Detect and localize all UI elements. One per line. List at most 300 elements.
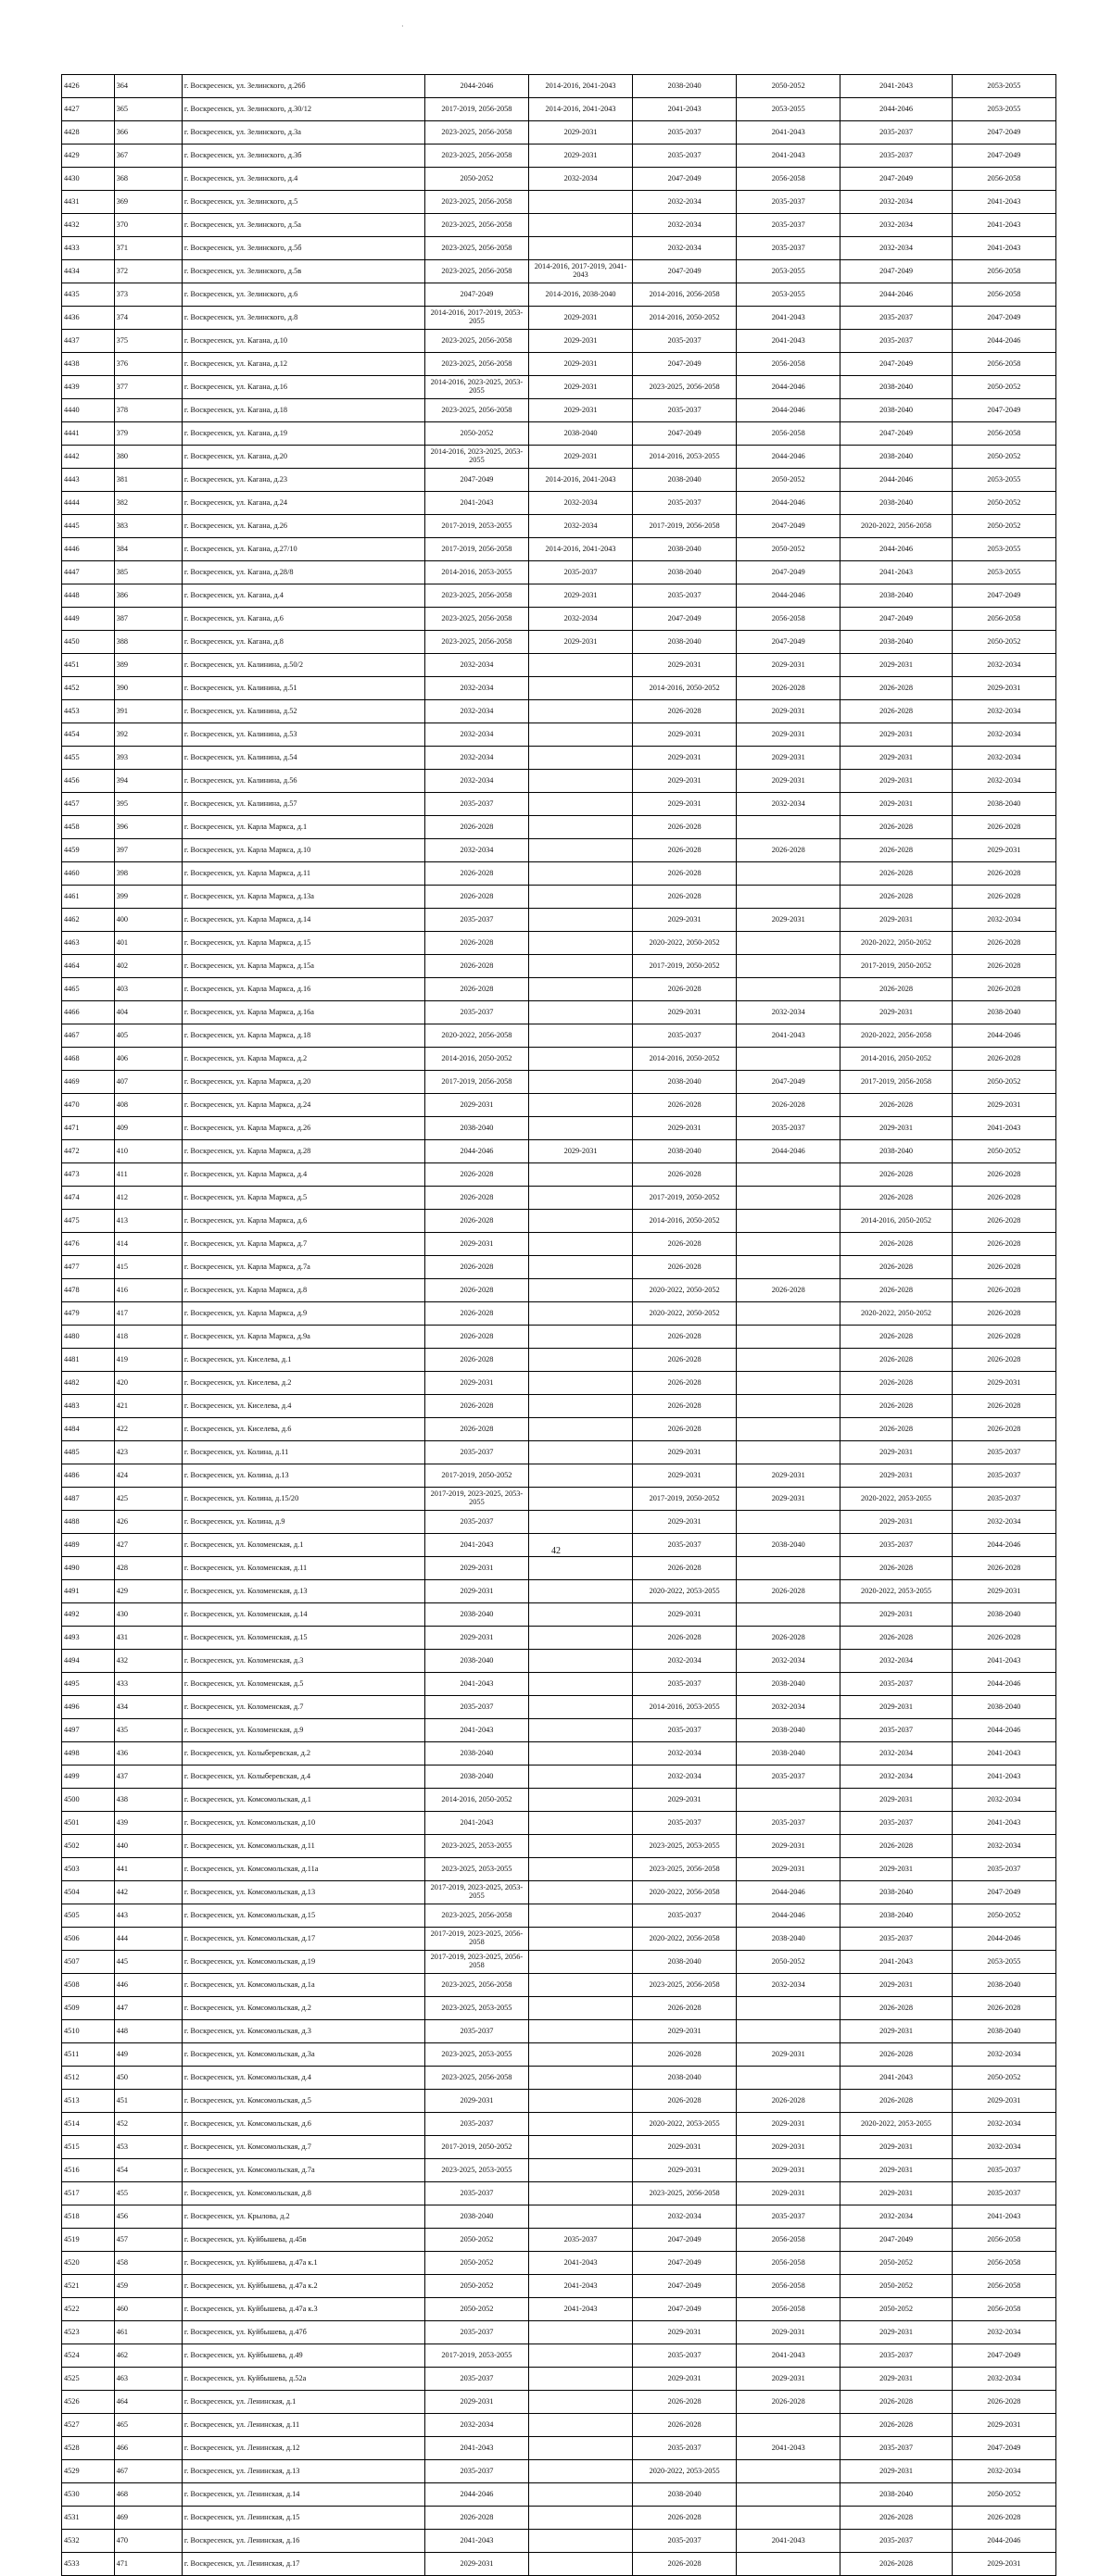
house-number-cell: 450 [114,2067,182,2090]
table-row [62,2159,1056,2182]
row-number-cell: 4456 [62,770,115,793]
period-cell: 2047-2049 [840,608,953,631]
period-cell [737,1789,840,1812]
row-number-cell: 4453 [62,700,115,723]
period-cell: 2050-2052 [424,168,528,191]
house-number-cell: 379 [114,422,182,446]
period-cell: 2026-2028 [840,1094,953,1117]
table-row [62,353,1056,376]
table-row [62,2182,1056,2205]
period-cell: 2035-2037 [633,1534,737,1557]
address-cell: г. Воскресенск, ул. Комсомольская, д.17 [182,1928,424,1951]
period-cell: 2029-2031 [840,2368,953,2391]
table-row [62,1488,1056,1511]
house-number-cell: 449 [114,2043,182,2067]
row-number-cell: 4531 [62,2507,115,2530]
page-top-mark: · [401,22,404,31]
period-cell: 2044-2046 [840,469,953,492]
period-cell: 2026-2028 [424,1279,528,1302]
period-cell: 2026-2028 [737,2391,840,2414]
period-cell: 2029-2031 [840,1858,953,1881]
period-cell [528,2507,632,2530]
period-cell: 2029-2031 [424,1557,528,1580]
period-cell: 2026-2028 [424,1210,528,1233]
address-cell: г. Воскресенск, ул. Зелинского, д.30/12 [182,98,424,121]
table-row [62,816,1056,839]
period-cell: 2038-2040 [424,1766,528,1789]
period-cell: 2035-2037 [424,2368,528,2391]
house-number-cell: 417 [114,1302,182,1326]
house-number-cell: 469 [114,2507,182,2530]
period-cell: 2056-2058 [952,2229,1055,2252]
period-cell [528,1835,632,1858]
address-cell: г. Воскресенск, ул. Ленинская, д.15 [182,2507,424,2530]
table-row [62,1279,1056,1302]
period-cell: 2050-2052 [424,2229,528,2252]
period-cell: 2017-2019, 2056-2058 [424,1071,528,1094]
table-row [62,909,1056,932]
house-number-cell: 368 [114,168,182,191]
period-cell: 2017-2019, 2023-2025, 2056-2058 [424,1928,528,1951]
row-number-cell: 4493 [62,1627,115,1650]
address-cell: г. Воскресенск, ул. Карла Маркса, д.7 [182,1233,424,1256]
period-cell [737,978,840,1001]
address-cell: г. Воскресенск, ул. Карла Маркса, д.26 [182,1117,424,1140]
period-cell: 2014-2016, 2053-2055 [424,561,528,584]
period-cell: 2050-2052 [840,2298,953,2321]
period-cell: 2050-2052 [737,1951,840,1974]
period-cell: 2056-2058 [952,353,1055,376]
period-cell: 2026-2028 [840,1372,953,1395]
period-cell: 2044-2046 [952,1719,1055,1742]
period-cell: 2035-2037 [840,1534,953,1557]
house-number-cell: 420 [114,1372,182,1395]
table-row [62,1603,1056,1627]
period-cell: 2014-2016, 2041-2043 [528,98,632,121]
period-cell [737,1326,840,1349]
page-number: 42 [551,1546,561,1556]
house-number-cell: 421 [114,1395,182,1418]
address-cell: г. Воскресенск, ул. Комсомольская, д.3 [182,2020,424,2043]
period-cell: 2041-2043 [840,561,953,584]
period-cell: 2026-2028 [633,2090,737,2113]
period-cell: 2014-2016, 2050-2052 [424,1789,528,1812]
row-number-cell: 4477 [62,1256,115,1279]
address-cell: г. Воскресенск, ул. Калинина, д.57 [182,793,424,816]
table-row [62,1117,1056,1140]
period-cell [528,1187,632,1210]
period-cell [528,2136,632,2159]
period-cell: 2041-2043 [424,2437,528,2460]
house-number-cell: 457 [114,2229,182,2252]
address-cell: г. Воскресенск, ул. Ленинская, д.12 [182,2437,424,2460]
period-cell: 2050-2052 [952,631,1055,654]
period-cell: 2056-2058 [737,2275,840,2298]
house-number-cell: 435 [114,1719,182,1742]
table-row [62,955,1056,978]
address-cell: г. Воскресенск, ул. Зелинского, д.5в [182,260,424,283]
period-cell [528,1163,632,1187]
row-number-cell: 4472 [62,1140,115,1163]
address-cell: г. Воскресенск, ул. Комсомольская, д.19 [182,1951,424,1974]
period-cell: 2032-2034 [528,515,632,538]
period-cell [737,1187,840,1210]
period-cell [528,1464,632,1488]
table-row [62,1048,1056,1071]
period-cell [528,1071,632,1094]
address-cell: г. Воскресенск, ул. Комсомольская, д.5 [182,2090,424,2113]
period-cell: 2041-2043 [737,121,840,145]
period-cell: 2032-2034 [528,608,632,631]
table-row [62,1302,1056,1326]
period-cell [528,2182,632,2205]
period-cell: 2029-2031 [952,2090,1055,2113]
period-cell: 2026-2028 [424,1326,528,1349]
row-number-cell: 4497 [62,1719,115,1742]
period-cell: 2026-2028 [840,1627,953,1650]
house-number-cell: 418 [114,1326,182,1349]
address-cell: г. Воскресенск, ул. Колина, д.13 [182,1464,424,1488]
period-cell: 2026-2028 [840,1279,953,1302]
period-cell [737,1349,840,1372]
period-cell: 2029-2031 [737,2136,840,2159]
period-cell: 2050-2052 [424,2298,528,2321]
period-cell: 2032-2034 [952,770,1055,793]
house-number-cell: 452 [114,2113,182,2136]
period-cell: 2029-2031 [633,723,737,747]
period-cell: 2026-2028 [840,1997,953,2020]
period-cell: 2029-2031 [737,909,840,932]
address-cell: г. Воскресенск, ул. Кагана, д.28/8 [182,561,424,584]
period-cell: 2026-2028 [424,1163,528,1187]
period-cell: 2026-2028 [952,816,1055,839]
house-number-cell: 419 [114,1349,182,1372]
period-cell: 2035-2037 [633,1673,737,1696]
period-cell: 2029-2031 [737,1858,840,1881]
period-cell: 2029-2031 [633,1117,737,1140]
period-cell: 2014-2016, 2056-2058 [633,283,737,307]
row-number-cell: 4449 [62,608,115,631]
table-row [62,214,1056,237]
house-number-cell: 392 [114,723,182,747]
period-cell: 2026-2028 [633,1372,737,1395]
address-cell: г. Воскресенск, ул. Калинина, д.53 [182,723,424,747]
period-cell: 2032-2034 [737,1974,840,1997]
period-cell [737,1210,840,1233]
period-cell: 2041-2043 [737,1024,840,1048]
period-cell: 2017-2019, 2056-2058 [840,1071,953,1094]
period-cell: 2026-2028 [737,1279,840,1302]
row-number-cell: 4488 [62,1511,115,1534]
period-cell [528,2159,632,2182]
period-cell: 2017-2019, 2050-2052 [424,2136,528,2159]
house-number-cell: 387 [114,608,182,631]
table-row [62,1719,1056,1742]
period-cell: 2026-2028 [633,1557,737,1580]
table-row [62,2507,1056,2530]
period-cell: 2035-2037 [737,1812,840,1835]
row-number-cell: 4511 [62,2043,115,2067]
period-cell: 2026-2028 [424,1302,528,1326]
period-cell: 2029-2031 [737,1488,840,1511]
address-cell: г. Воскресенск, ул. Комсомольская, д.7 [182,2136,424,2159]
period-cell: 2038-2040 [840,492,953,515]
row-number-cell: 4466 [62,1001,115,1024]
period-cell: 2026-2028 [840,1349,953,1372]
house-number-cell: 440 [114,1835,182,1858]
period-cell: 2020-2022, 2050-2052 [840,1302,953,1326]
period-cell: 2056-2058 [737,422,840,446]
row-number-cell: 4474 [62,1187,115,1210]
table-row [62,2437,1056,2460]
period-cell [528,1418,632,1441]
row-number-cell: 4517 [62,2182,115,2205]
row-number-cell: 4503 [62,1858,115,1881]
period-cell: 2017-2019, 2053-2055 [424,515,528,538]
house-number-cell: 439 [114,1812,182,1835]
row-number-cell: 4442 [62,446,115,469]
period-cell [528,654,632,677]
table-row [62,1256,1056,1279]
table-row [62,330,1056,353]
period-cell: 2014-2016, 2017-2019, 2041-2043 [528,260,632,283]
period-cell: 2053-2055 [737,98,840,121]
address-cell: г. Воскресенск, ул. Кагана, д.16 [182,376,424,399]
address-cell: г. Воскресенск, ул. Калинина, д.56 [182,770,424,793]
period-cell: 2026-2028 [840,1233,953,1256]
period-cell: 2038-2040 [528,422,632,446]
period-cell: 2023-2025, 2056-2058 [633,1858,737,1881]
row-number-cell: 4512 [62,2067,115,2090]
address-cell: г. Воскресенск, ул. Калинина, д.54 [182,747,424,770]
house-number-cell: 456 [114,2205,182,2229]
row-number-cell: 4479 [62,1302,115,1326]
period-cell: 2026-2028 [424,1349,528,1372]
period-cell: 2014-2016, 2041-2043 [528,469,632,492]
row-number-cell: 4475 [62,1210,115,1233]
period-cell [528,1302,632,1326]
house-number-cell: 364 [114,75,182,98]
address-cell: г. Воскресенск, ул. Комсомольская, д.1 [182,1789,424,1812]
period-cell: 2029-2031 [528,376,632,399]
table-row [62,1233,1056,1256]
period-cell: 2029-2031 [840,1789,953,1812]
period-cell: 2026-2028 [424,1187,528,1210]
address-cell: г. Воскресенск, ул. Карла Маркса, д.6 [182,1210,424,1233]
table-row [62,1187,1056,1210]
period-cell: 2038-2040 [840,1881,953,1904]
period-cell: 2014-2016, 2038-2040 [528,283,632,307]
address-cell: г. Воскресенск, ул. Комсомольская, д.4 [182,2067,424,2090]
table-row [62,260,1056,283]
period-cell: 2029-2031 [633,793,737,816]
period-cell: 2014-2016, 2050-2052 [840,1210,953,1233]
house-number-cell: 416 [114,1279,182,1302]
table-row [62,2020,1056,2043]
row-number-cell: 4530 [62,2483,115,2507]
table-row [62,839,1056,862]
period-cell: 2020-2022, 2053-2055 [840,1488,953,1511]
period-cell: 2047-2049 [840,353,953,376]
period-cell: 2029-2031 [633,1789,737,1812]
address-cell: г. Воскресенск, ул. Зелинского, д.6 [182,283,424,307]
period-cell: 2017-2019, 2056-2058 [424,98,528,121]
period-cell: 2041-2043 [952,1650,1055,1673]
house-number-cell: 429 [114,1580,182,1603]
period-cell: 2026-2028 [840,1835,953,1858]
period-cell: 2050-2052 [952,1140,1055,1163]
table-row [62,2298,1056,2321]
period-cell [528,700,632,723]
address-cell: г. Воскресенск, ул. Кагана, д.12 [182,353,424,376]
period-cell: 2050-2052 [952,446,1055,469]
table-body [62,75,1056,2576]
row-number-cell: 4524 [62,2344,115,2368]
house-number-cell: 378 [114,399,182,422]
row-number-cell: 4500 [62,1789,115,1812]
period-cell: 2041-2043 [952,191,1055,214]
period-cell: 2056-2058 [952,2275,1055,2298]
house-number-cell: 424 [114,1464,182,1488]
period-cell [528,1603,632,1627]
period-cell: 2023-2025, 2053-2055 [424,1858,528,1881]
period-cell: 2047-2049 [840,422,953,446]
house-number-cell: 404 [114,1001,182,1024]
house-number-cell: 372 [114,260,182,283]
row-number-cell: 4483 [62,1395,115,1418]
period-cell: 2038-2040 [840,1140,953,1163]
period-cell [528,1997,632,2020]
period-cell: 2026-2028 [737,677,840,700]
address-cell: г. Воскресенск, ул. Карла Маркса, д.10 [182,839,424,862]
house-number-cell: 376 [114,353,182,376]
period-cell: 2038-2040 [633,631,737,654]
table-row [62,2229,1056,2252]
house-number-cell: 408 [114,1094,182,1117]
period-cell: 2026-2028 [840,1163,953,1187]
house-number-cell: 385 [114,561,182,584]
table-row [62,1372,1056,1395]
period-cell: 2029-2031 [737,770,840,793]
period-cell: 2014-2016, 2050-2052 [633,307,737,330]
period-cell [737,1418,840,1441]
period-cell: 2029-2031 [840,909,953,932]
period-cell: 2029-2031 [840,2182,953,2205]
period-cell [737,2553,840,2576]
period-cell: 2056-2058 [952,422,1055,446]
period-cell: 2041-2043 [840,2067,953,2090]
period-cell: 2035-2037 [633,2437,737,2460]
period-cell: 2029-2031 [952,677,1055,700]
period-cell: 2044-2046 [737,399,840,422]
row-number-cell: 4427 [62,98,115,121]
period-cell: 2029-2031 [424,2553,528,2576]
house-number-cell: 470 [114,2530,182,2553]
table-row [62,145,1056,168]
period-cell: 2041-2043 [952,1117,1055,1140]
row-number-cell: 4468 [62,1048,115,1071]
period-cell: 2026-2028 [840,1256,953,1279]
period-cell: 2032-2034 [952,700,1055,723]
table-row [62,1650,1056,1673]
house-number-cell: 459 [114,2275,182,2298]
period-cell [528,1580,632,1603]
period-cell: 2023-2025, 2056-2058 [424,214,528,237]
period-cell: 2056-2058 [952,260,1055,283]
address-cell: г. Воскресенск, ул. Куйбышева, д.52а [182,2368,424,2391]
table-row [62,1580,1056,1603]
period-cell [737,886,840,909]
period-cell: 2020-2022, 2050-2052 [840,932,953,955]
row-number-cell: 4491 [62,1580,115,1603]
row-number-cell: 4508 [62,1974,115,1997]
row-number-cell: 4426 [62,75,115,98]
period-cell [737,1395,840,1418]
period-cell: 2029-2031 [633,1603,737,1627]
period-cell: 2026-2028 [737,2090,840,2113]
period-cell: 2032-2034 [424,723,528,747]
period-cell: 2026-2028 [952,1163,1055,1187]
period-cell: 2044-2046 [737,584,840,608]
address-cell: г. Воскресенск, ул. Кагана, д.6 [182,608,424,631]
row-number-cell: 4525 [62,2368,115,2391]
period-cell: 2044-2046 [840,538,953,561]
period-cell: 2041-2043 [424,1812,528,1835]
period-cell: 2029-2031 [424,2391,528,2414]
address-cell: г. Воскресенск, ул. Карла Маркса, д.9 [182,1302,424,1326]
period-cell: 2029-2031 [633,2368,737,2391]
house-number-cell: 370 [114,214,182,237]
period-cell: 2029-2031 [737,2182,840,2205]
period-cell: 2014-2016, 2017-2019, 2053-2055 [424,307,528,330]
row-number-cell: 4521 [62,2275,115,2298]
address-cell: г. Воскресенск, ул. Комсомольская, д.2 [182,1997,424,2020]
period-cell: 2056-2058 [737,2298,840,2321]
address-cell: г. Воскресенск, ул. Карла Маркса, д.5 [182,1187,424,1210]
period-cell: 2029-2031 [840,2460,953,2483]
period-cell [528,1094,632,1117]
period-cell: 2032-2034 [952,1511,1055,1534]
period-cell: 2035-2037 [633,1024,737,1048]
period-cell: 2038-2040 [633,561,737,584]
period-cell [528,793,632,816]
period-cell: 2026-2028 [633,700,737,723]
period-cell: 2035-2037 [840,2437,953,2460]
period-cell: 2041-2043 [424,1719,528,1742]
row-number-cell: 4482 [62,1372,115,1395]
period-cell: 2026-2028 [840,1557,953,1580]
period-cell: 2029-2031 [737,2043,840,2067]
period-cell: 2032-2034 [840,191,953,214]
address-cell: г. Воскресенск, ул. Коломенская, д.5 [182,1673,424,1696]
period-cell: 2023-2025, 2053-2055 [424,2043,528,2067]
house-number-cell: 433 [114,1673,182,1696]
period-cell: 2038-2040 [424,1650,528,1673]
row-number-cell: 4484 [62,1418,115,1441]
period-cell: 2035-2037 [633,145,737,168]
period-cell: 2029-2031 [633,770,737,793]
period-cell [528,1557,632,1580]
period-cell: 2026-2028 [840,2090,953,2113]
table-row [62,561,1056,584]
house-number-cell: 466 [114,2437,182,2460]
period-cell: 2029-2031 [840,747,953,770]
address-cell: г. Воскресенск, ул. Киселева, д.4 [182,1395,424,1418]
period-cell: 2029-2031 [737,700,840,723]
row-number-cell: 4507 [62,1951,115,1974]
period-cell [528,816,632,839]
period-cell: 2047-2049 [633,2252,737,2275]
